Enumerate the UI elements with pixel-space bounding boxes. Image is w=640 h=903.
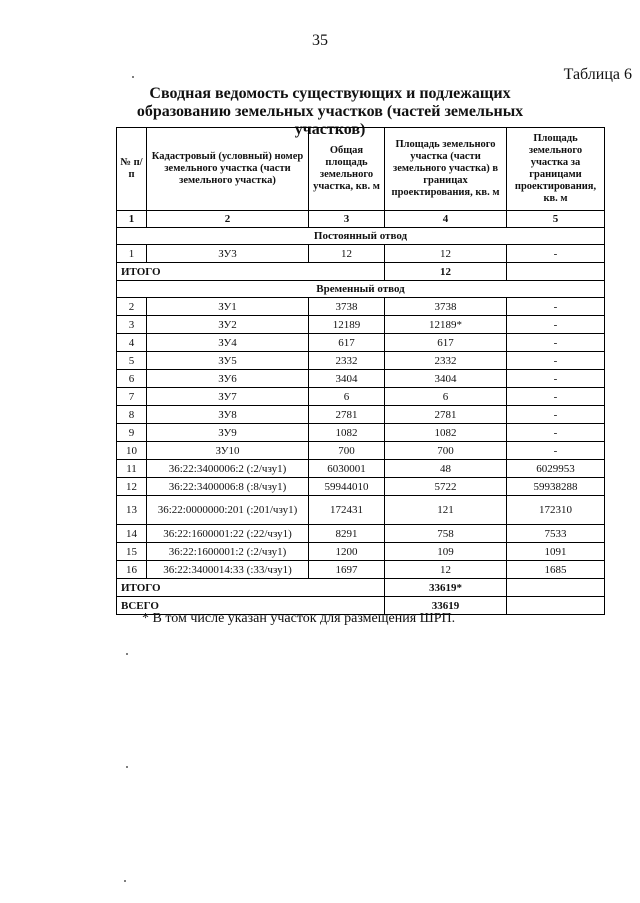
scan-speck bbox=[132, 76, 134, 78]
table-row bbox=[117, 424, 605, 442]
row-number: 2 bbox=[117, 298, 147, 316]
plot-inside-area: 617 bbox=[385, 334, 507, 352]
plot-id: 36:22:1600001:2 (:2/чзу1) bbox=[147, 543, 309, 561]
plot-outside-area: - bbox=[507, 442, 605, 460]
row-number: 12 bbox=[117, 478, 147, 496]
plot-inside-area: 3738 bbox=[385, 298, 507, 316]
land-plots-table bbox=[116, 127, 605, 615]
table-label: Таблица 6 bbox=[563, 66, 632, 83]
row-number: 3 bbox=[117, 316, 147, 334]
total-label: ИТОГО bbox=[117, 579, 385, 597]
row-number: 5 bbox=[117, 352, 147, 370]
row-number: 1 bbox=[117, 245, 147, 263]
plot-inside-area: 12 bbox=[385, 245, 507, 263]
plot-outside-area: 1685 bbox=[507, 561, 605, 579]
total-value: 12 bbox=[385, 263, 507, 281]
plot-outside-area: - bbox=[507, 424, 605, 442]
plot-outside-area: 1091 bbox=[507, 543, 605, 561]
row-number: 11 bbox=[117, 460, 147, 478]
permanent-total-row bbox=[117, 263, 605, 281]
plot-outside-area: 7533 bbox=[507, 525, 605, 543]
table-row bbox=[117, 352, 605, 370]
section-row-permanent bbox=[117, 228, 605, 245]
table-row bbox=[117, 298, 605, 316]
plot-outside-area: - bbox=[507, 316, 605, 334]
plot-inside-area: 1082 bbox=[385, 424, 507, 442]
plot-outside-area: - bbox=[507, 334, 605, 352]
plot-id: ЗУ6 bbox=[147, 370, 309, 388]
column-number-row bbox=[117, 211, 605, 228]
row-number: 14 bbox=[117, 525, 147, 543]
column-number: 2 bbox=[147, 211, 309, 228]
table-row bbox=[117, 388, 605, 406]
plot-id: ЗУ8 bbox=[147, 406, 309, 424]
plot-total-area: 2332 bbox=[309, 352, 385, 370]
plot-total-area: 1697 bbox=[309, 561, 385, 579]
plot-outside-area: 172310 bbox=[507, 496, 605, 525]
row-number: 15 bbox=[117, 543, 147, 561]
plot-id: 36:22:1600001:22 (:22/чзу1) bbox=[147, 525, 309, 543]
row-number: 10 bbox=[117, 442, 147, 460]
document-title: Сводная ведомость существующих и подлежащих образованию земельных участков (частей земельных участков) bbox=[136, 85, 524, 138]
plot-outside-area: - bbox=[507, 245, 605, 263]
plot-outside-area: - bbox=[507, 352, 605, 370]
plot-inside-area: 758 bbox=[385, 525, 507, 543]
plot-id: 36:22:0000000:201 (:201/чзу1) bbox=[147, 496, 309, 525]
table-row bbox=[117, 460, 605, 478]
plot-inside-area: 6 bbox=[385, 388, 507, 406]
plot-outside-area: - bbox=[507, 388, 605, 406]
plot-total-area: 3738 bbox=[309, 298, 385, 316]
empty-cell bbox=[507, 579, 605, 597]
header-cell: Площадь земельного участка (части земельного участка) в границах проектирования, кв. м bbox=[385, 128, 507, 211]
plot-inside-area: 121 bbox=[385, 496, 507, 525]
plot-inside-area: 12189* bbox=[385, 316, 507, 334]
table-row bbox=[117, 561, 605, 579]
plot-inside-area: 5722 bbox=[385, 478, 507, 496]
plot-inside-area: 3404 bbox=[385, 370, 507, 388]
plot-total-area: 700 bbox=[309, 442, 385, 460]
plot-id: ЗУ10 bbox=[147, 442, 309, 460]
plot-outside-area: 6029953 bbox=[507, 460, 605, 478]
empty-cell bbox=[507, 263, 605, 281]
temporary-total-row bbox=[117, 579, 605, 597]
table-row bbox=[117, 543, 605, 561]
plot-total-area: 12189 bbox=[309, 316, 385, 334]
column-number: 4 bbox=[385, 211, 507, 228]
plot-inside-area: 12 bbox=[385, 561, 507, 579]
plot-id: ЗУ4 bbox=[147, 334, 309, 352]
header-cell: Общая площадь земельного участка, кв. м bbox=[309, 128, 385, 211]
table-row bbox=[117, 525, 605, 543]
table-row bbox=[117, 316, 605, 334]
section-row-temporary bbox=[117, 281, 605, 298]
plot-total-area: 3404 bbox=[309, 370, 385, 388]
plot-total-area: 172431 bbox=[309, 496, 385, 525]
plot-inside-area: 48 bbox=[385, 460, 507, 478]
plot-total-area: 6 bbox=[309, 388, 385, 406]
plot-id: ЗУ3 bbox=[147, 245, 309, 263]
plot-id: 36:22:3400006:8 (:8/чзу1) bbox=[147, 478, 309, 496]
plot-inside-area: 700 bbox=[385, 442, 507, 460]
plot-id: ЗУ2 bbox=[147, 316, 309, 334]
empty-cell bbox=[507, 597, 605, 615]
row-number: 13 bbox=[117, 496, 147, 525]
table-row bbox=[117, 478, 605, 496]
table-row bbox=[117, 370, 605, 388]
table-header-row bbox=[117, 128, 605, 211]
plot-inside-area: 2781 bbox=[385, 406, 507, 424]
plot-total-area: 12 bbox=[309, 245, 385, 263]
plot-total-area: 2781 bbox=[309, 406, 385, 424]
table-row bbox=[117, 496, 605, 525]
header-cell: Площадь земельного участка за границами проектирования, кв. м bbox=[507, 128, 605, 211]
page-number: 35 bbox=[312, 32, 328, 49]
table-row bbox=[117, 334, 605, 352]
plot-inside-area: 109 bbox=[385, 543, 507, 561]
row-number: 4 bbox=[117, 334, 147, 352]
plot-total-area: 1200 bbox=[309, 543, 385, 561]
row-number: 9 bbox=[117, 424, 147, 442]
plot-outside-area: - bbox=[507, 370, 605, 388]
row-number: 16 bbox=[117, 561, 147, 579]
scan-speck bbox=[126, 653, 128, 655]
plot-total-area: 1082 bbox=[309, 424, 385, 442]
table-row bbox=[117, 406, 605, 424]
total-value: 33619 bbox=[385, 597, 507, 615]
plot-outside-area: - bbox=[507, 406, 605, 424]
total-label: ВСЕГО bbox=[117, 597, 385, 615]
section-label: Временный отвод bbox=[117, 281, 605, 298]
scan-speck bbox=[126, 766, 128, 768]
header-cell: № п/п bbox=[117, 128, 147, 211]
plot-id: 36:22:3400014:33 (:33/чзу1) bbox=[147, 561, 309, 579]
row-number: 7 bbox=[117, 388, 147, 406]
column-number: 1 bbox=[117, 211, 147, 228]
scan-speck bbox=[124, 880, 126, 882]
row-number: 6 bbox=[117, 370, 147, 388]
total-label: ИТОГО bbox=[117, 263, 385, 281]
plot-id: ЗУ7 bbox=[147, 388, 309, 406]
table-row bbox=[117, 245, 605, 263]
plot-inside-area: 2332 bbox=[385, 352, 507, 370]
column-number: 3 bbox=[309, 211, 385, 228]
plot-total-area: 617 bbox=[309, 334, 385, 352]
plot-total-area: 8291 bbox=[309, 525, 385, 543]
column-number: 5 bbox=[507, 211, 605, 228]
plot-id: ЗУ5 bbox=[147, 352, 309, 370]
plot-id: ЗУ1 bbox=[147, 298, 309, 316]
plot-outside-area: 59938288 bbox=[507, 478, 605, 496]
total-value: 33619* bbox=[385, 579, 507, 597]
plot-id: ЗУ9 bbox=[147, 424, 309, 442]
plot-outside-area: - bbox=[507, 298, 605, 316]
header-cell: Кадастровый (условный) номер земельного участка (части земельного участка) bbox=[147, 128, 309, 211]
row-number: 8 bbox=[117, 406, 147, 424]
section-label: Постоянный отвод bbox=[117, 228, 605, 245]
plot-total-area: 59944010 bbox=[309, 478, 385, 496]
plot-total-area: 6030001 bbox=[309, 460, 385, 478]
table-row bbox=[117, 442, 605, 460]
plot-id: 36:22:3400006:2 (:2/чзу1) bbox=[147, 460, 309, 478]
footnote: * В том числе указан участок для размещения ШРП. bbox=[142, 611, 456, 626]
